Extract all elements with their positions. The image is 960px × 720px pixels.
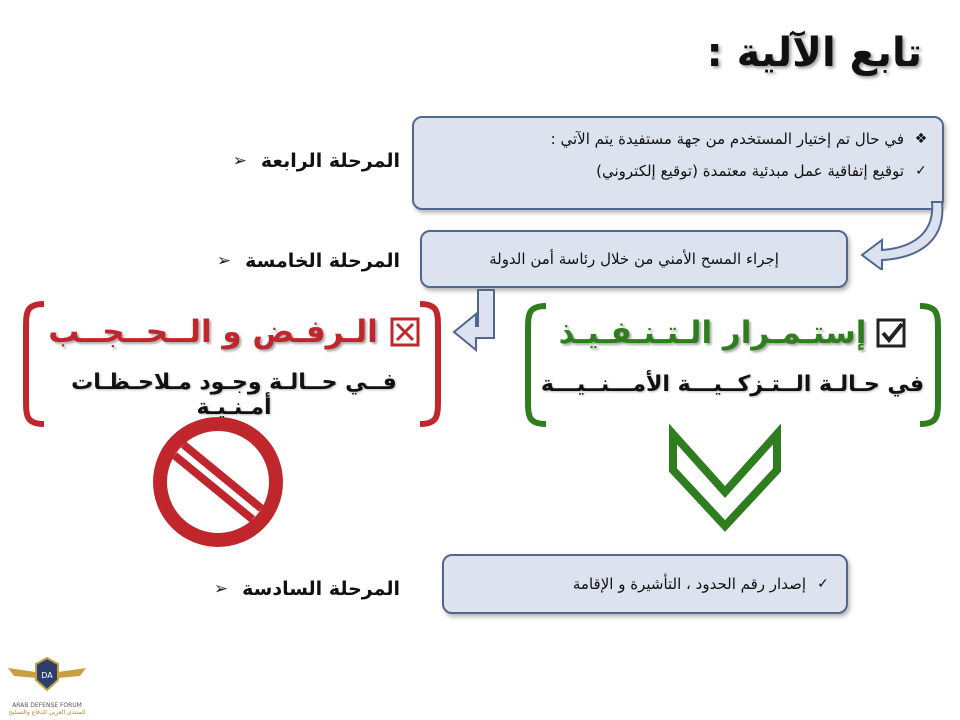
arrow-bullet-icon: ➢ [232, 151, 247, 171]
svg-text:DA: DA [41, 671, 53, 680]
reject-subtitle: فــي حــالـة وجـود مـلاحـظـات أمـنـيـة [71, 370, 397, 420]
stage-sixth [214, 578, 400, 600]
stage-fourth [233, 150, 400, 172]
bent-arrow-icon [450, 288, 530, 368]
approve-block [540, 308, 925, 418]
box-line [428, 162, 928, 180]
checkbox-checked-icon [876, 318, 906, 348]
diamond-bullet-icon: ❖ [914, 131, 928, 147]
stage-sixth-label: المرحلة السادسة [242, 578, 400, 600]
reject-title: الـرفـض و الــحــجــب [48, 314, 378, 350]
info-box-stage-six [442, 554, 848, 614]
reject-block [34, 306, 434, 420]
chevron-down-icon [665, 420, 785, 532]
arrow-bullet-icon: ➢ [216, 251, 232, 271]
reject-header [34, 306, 434, 358]
info-box-stage-five [420, 230, 848, 288]
box-line [573, 575, 830, 593]
logo-name: ARAB DEFENSE FORUM [12, 702, 82, 709]
arrow-bullet-icon: ➢ [213, 579, 229, 599]
eagle-shield-icon [4, 654, 90, 698]
page-title: تابع الآلية : [706, 30, 922, 76]
approve-title: إستـمـرار الـتـنـفـيـذ [558, 315, 867, 351]
box-line-text: في حال تم إختيار المستخدم من جهة مستفيدة يتم الآتي : [550, 130, 904, 148]
box-line [428, 130, 928, 148]
box-text: إجراء المسح الأمني من خلال رئاسة أمن الدولة [489, 250, 779, 268]
box-line-text: توقيع إتفاقية عمل مبدئية معتمدة (توقيع إلكتروني) [596, 162, 904, 180]
forum-logo [4, 654, 90, 718]
stage-fourth-label: المرحلة الرابعة [260, 150, 400, 172]
approve-subtitle: في حـالـة الــتـزكــيـــة الأمـــنــيـــة [540, 372, 925, 397]
info-box-stage-four [412, 116, 944, 210]
stage-fifth [217, 250, 400, 272]
prohibited-sign-icon [145, 412, 291, 552]
check-icon: ✓ [915, 163, 927, 179]
box-text: إصدار رقم الحدود ، التأشيرة و الإقامة [572, 575, 806, 593]
logo-tagline: المنتدى العربي للدفاع والتسليح [8, 709, 86, 716]
curved-arrow-icon [840, 200, 950, 270]
stage-fifth-label: المرحلة الخامسة [245, 250, 400, 272]
approve-header [540, 308, 925, 358]
checkbox-x-icon [390, 317, 420, 347]
check-icon: ✓ [817, 576, 829, 592]
